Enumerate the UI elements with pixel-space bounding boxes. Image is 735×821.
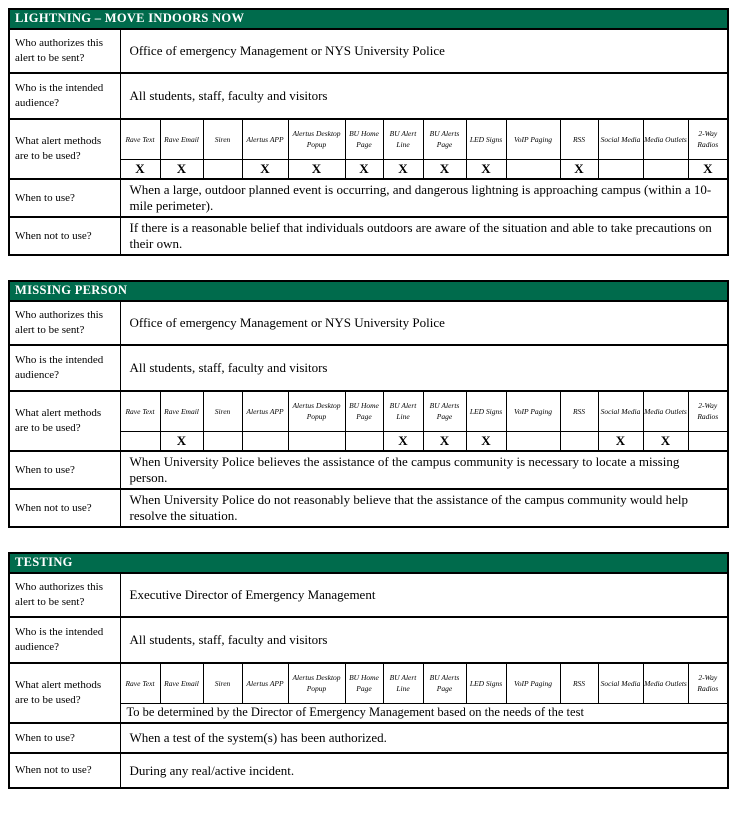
method-mark: X bbox=[688, 159, 728, 179]
when-not-to-use-value: If there is a reasonable belief that individuals outdoors are aware of the situation and able to take precautions on their own. bbox=[120, 217, 728, 255]
method-col-header: Alertus Desktop Popup bbox=[288, 391, 345, 431]
method-mark: X bbox=[643, 431, 688, 451]
method-col-header: BU Alert Line bbox=[383, 119, 423, 159]
method-col-header: LED Signs bbox=[466, 391, 506, 431]
row-label-methods: What alert methods are to be used? bbox=[9, 663, 120, 723]
method-mark: X bbox=[560, 159, 598, 179]
method-mark: X bbox=[423, 431, 466, 451]
method-col-header: BU Home Page bbox=[345, 119, 383, 159]
method-mark bbox=[598, 159, 643, 179]
method-col-header: BU Alerts Page bbox=[423, 119, 466, 159]
method-col-header: Media Outlets bbox=[643, 391, 688, 431]
audience-value: All students, staff, faculty and visitors bbox=[120, 345, 728, 391]
table-title-row bbox=[9, 9, 728, 29]
method-col-header: RSS bbox=[560, 391, 598, 431]
method-mark: X bbox=[466, 431, 506, 451]
method-col-header: Alertus Desktop Popup bbox=[288, 663, 345, 703]
table-title-row bbox=[9, 281, 728, 301]
when-to-use-value: When University Police believes the assistance of the campus community is necessary to locate a missing person. bbox=[120, 451, 728, 489]
method-col-header: Social Media bbox=[598, 119, 643, 159]
method-col-header: Rave Email bbox=[160, 663, 203, 703]
method-mark bbox=[203, 431, 242, 451]
row-label-audience: Who is the intended audience? bbox=[9, 73, 120, 119]
table-row bbox=[9, 217, 728, 255]
method-col-header: Alertus Desktop Popup bbox=[288, 119, 345, 159]
method-mark bbox=[688, 431, 728, 451]
method-col-header: RSS bbox=[560, 119, 598, 159]
row-label-audience: Who is the intended audience? bbox=[9, 345, 120, 391]
method-col-header: Alertus APP bbox=[242, 663, 288, 703]
table-title-row bbox=[9, 553, 728, 573]
table-row bbox=[9, 345, 728, 391]
table-row bbox=[9, 301, 728, 345]
table-row bbox=[9, 723, 728, 753]
row-label-authorizes: Who authorizes this alert to be sent? bbox=[9, 29, 120, 73]
method-col-header: 2-Way Radios bbox=[688, 663, 728, 703]
method-col-header: BU Alerts Page bbox=[423, 663, 466, 703]
method-mark bbox=[506, 159, 560, 179]
method-col-header: Alertus APP bbox=[242, 119, 288, 159]
audience-value: All students, staff, faculty and visitors bbox=[120, 617, 728, 663]
alert-table-lightning bbox=[8, 8, 729, 256]
method-col-header: BU Alert Line bbox=[383, 663, 423, 703]
method-mark bbox=[288, 431, 345, 451]
method-col-header: Rave Text bbox=[120, 391, 160, 431]
method-mark: X bbox=[242, 159, 288, 179]
method-mark: X bbox=[383, 431, 423, 451]
when-not-to-use-value: During any real/active incident. bbox=[120, 753, 728, 788]
table-row bbox=[9, 617, 728, 663]
row-label-when-to-use: When to use? bbox=[9, 723, 120, 753]
row-label-when-not-to-use: When not to use? bbox=[9, 217, 120, 255]
row-label-authorizes: Who authorizes this alert to be sent? bbox=[9, 301, 120, 345]
method-col-header: Media Outlets bbox=[643, 119, 688, 159]
table-row bbox=[9, 451, 728, 489]
method-col-header: 2-Way Radios bbox=[688, 119, 728, 159]
method-col-header: VoIP Paging bbox=[506, 119, 560, 159]
method-mark bbox=[345, 431, 383, 451]
method-mark bbox=[506, 431, 560, 451]
method-col-header: Rave Email bbox=[160, 119, 203, 159]
method-col-header: Siren bbox=[203, 663, 242, 703]
row-label-audience: Who is the intended audience? bbox=[9, 617, 120, 663]
alert-table-testing bbox=[8, 552, 729, 789]
table-row bbox=[9, 73, 728, 119]
method-mark bbox=[560, 431, 598, 451]
method-col-header: Siren bbox=[203, 119, 242, 159]
method-col-header: Social Media bbox=[598, 663, 643, 703]
audience-value: All students, staff, faculty and visitors bbox=[120, 73, 728, 119]
method-mark bbox=[120, 431, 160, 451]
table-row bbox=[9, 29, 728, 73]
method-col-header: BU Home Page bbox=[345, 663, 383, 703]
method-mark bbox=[242, 431, 288, 451]
method-col-header: BU Alert Line bbox=[383, 391, 423, 431]
method-mark: X bbox=[598, 431, 643, 451]
method-col-header: RSS bbox=[560, 663, 598, 703]
authorizes-value: Office of emergency Management or NYS University Police bbox=[120, 29, 728, 73]
method-col-header: LED Signs bbox=[466, 663, 506, 703]
method-col-header: LED Signs bbox=[466, 119, 506, 159]
method-col-header: Rave Email bbox=[160, 391, 203, 431]
method-mark bbox=[203, 159, 242, 179]
methods-header-row bbox=[9, 119, 728, 159]
method-col-header: Alertus APP bbox=[242, 391, 288, 431]
method-col-header: Rave Text bbox=[120, 119, 160, 159]
row-label-methods: What alert methods are to be used? bbox=[9, 391, 120, 451]
row-label-when-not-to-use: When not to use? bbox=[9, 753, 120, 788]
method-mark: X bbox=[466, 159, 506, 179]
method-col-header: VoIP Paging bbox=[506, 391, 560, 431]
table-title: MISSING PERSON bbox=[9, 281, 728, 301]
when-to-use-value: When a test of the system(s) has been authorized. bbox=[120, 723, 728, 753]
row-label-when-to-use: When to use? bbox=[9, 451, 120, 489]
table-row bbox=[9, 489, 728, 527]
row-label-methods: What alert methods are to be used? bbox=[9, 119, 120, 179]
method-col-header: Social Media bbox=[598, 391, 643, 431]
methods-header-row bbox=[9, 391, 728, 431]
table-row bbox=[9, 573, 728, 617]
alert-table-missing-person bbox=[8, 280, 729, 528]
table-row bbox=[9, 179, 728, 217]
method-mark: X bbox=[160, 159, 203, 179]
authorizes-value: Executive Director of Emergency Management bbox=[120, 573, 728, 617]
method-col-header: BU Alerts Page bbox=[423, 391, 466, 431]
table-title: TESTING bbox=[9, 553, 728, 573]
method-col-header: VoIP Paging bbox=[506, 663, 560, 703]
method-col-header: Rave Text bbox=[120, 663, 160, 703]
table-row bbox=[9, 753, 728, 788]
methods-header-row bbox=[9, 663, 728, 703]
method-mark: X bbox=[160, 431, 203, 451]
table-title: LIGHTNING – MOVE INDOORS NOW bbox=[9, 9, 728, 29]
row-label-when-not-to-use: When not to use? bbox=[9, 489, 120, 527]
when-to-use-value: When a large, outdoor planned event is occurring, and dangerous lightning is approaching campus (within a 10-mile perimeter). bbox=[120, 179, 728, 217]
method-mark: X bbox=[383, 159, 423, 179]
method-col-header: BU Home Page bbox=[345, 391, 383, 431]
methods-note: To be determined by the Director of Emergency Management based on the needs of the test bbox=[120, 703, 728, 723]
row-label-when-to-use: When to use? bbox=[9, 179, 120, 217]
when-not-to-use-value: When University Police do not reasonably believe that the assistance of the campus community would help resolve the situation. bbox=[120, 489, 728, 527]
method-mark bbox=[643, 159, 688, 179]
method-col-header: Media Outlets bbox=[643, 663, 688, 703]
authorizes-value: Office of emergency Management or NYS University Police bbox=[120, 301, 728, 345]
method-col-header: 2-Way Radios bbox=[688, 391, 728, 431]
method-mark: X bbox=[345, 159, 383, 179]
method-col-header: Siren bbox=[203, 391, 242, 431]
method-mark: X bbox=[288, 159, 345, 179]
method-mark: X bbox=[423, 159, 466, 179]
method-mark: X bbox=[120, 159, 160, 179]
row-label-authorizes: Who authorizes this alert to be sent? bbox=[9, 573, 120, 617]
